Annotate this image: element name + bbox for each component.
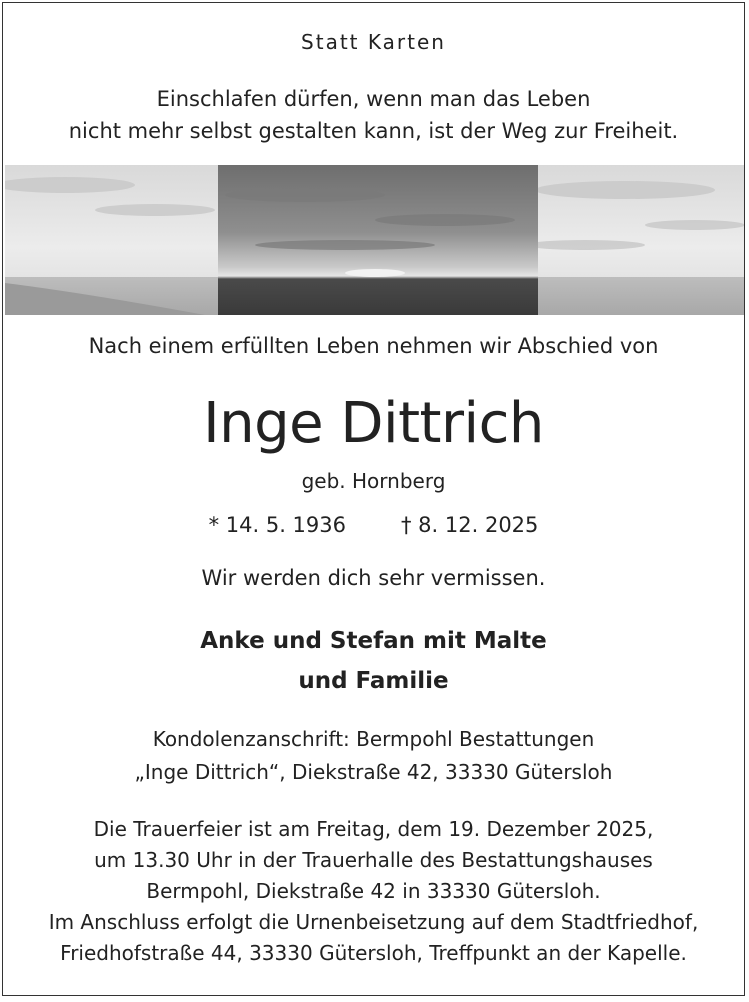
mourners — [3, 621, 744, 701]
condolence-line: „Inge Dittrich“, Diekstraße 42, 33330 Gütersloh — [134, 760, 613, 784]
service-line: Bermpohl, Diekstraße 42 in 33330 Gütersloh. — [146, 879, 601, 903]
life-dates — [3, 513, 744, 537]
obituary-card — [2, 2, 745, 996]
intro-text: Nach einem erfüllten Leben nehmen wir Abschied von — [88, 334, 659, 358]
header-label: Statt Karten — [301, 30, 446, 54]
mourners-line: Anke und Stefan mit Malte — [200, 628, 547, 654]
service-line: Im Anschluss erfolgt die Urnenbeisetzung auf dem Stadtfriedhof, — [48, 910, 699, 934]
mourners-line: und Familie — [298, 668, 449, 694]
death-date: † 8. 12. 2025 — [401, 513, 539, 537]
farewell-text: Wir werden dich sehr vermissen. — [201, 566, 546, 590]
service-line: um 13.30 Uhr in der Trauerhalle des Bestattungshauses — [94, 848, 653, 872]
condolence-address — [3, 723, 744, 789]
motto-line: Einschlafen dürfen, wenn man das Leben — [156, 87, 591, 111]
condolence-line: Kondolenzanschrift: Bermpohl Bestattungen — [152, 727, 595, 751]
seascape-photo — [5, 165, 744, 315]
funeral-service-info — [3, 814, 744, 969]
birth-date: * 14. 5. 1936 — [208, 513, 346, 537]
motto-quote — [3, 83, 744, 147]
maiden-name: geb. Hornberg — [301, 469, 446, 493]
service-line: Die Trauerfeier ist am Freitag, dem 19. Dezember 2025, — [93, 817, 654, 841]
motto-line: nicht mehr selbst gestalten kann, ist der Weg zur Freiheit. — [68, 119, 679, 143]
deceased-name: Inge Dittrich — [203, 391, 544, 456]
service-line: Friedhofstraße 44, 33330 Gütersloh, Treffpunkt an der Kapelle. — [60, 941, 687, 965]
